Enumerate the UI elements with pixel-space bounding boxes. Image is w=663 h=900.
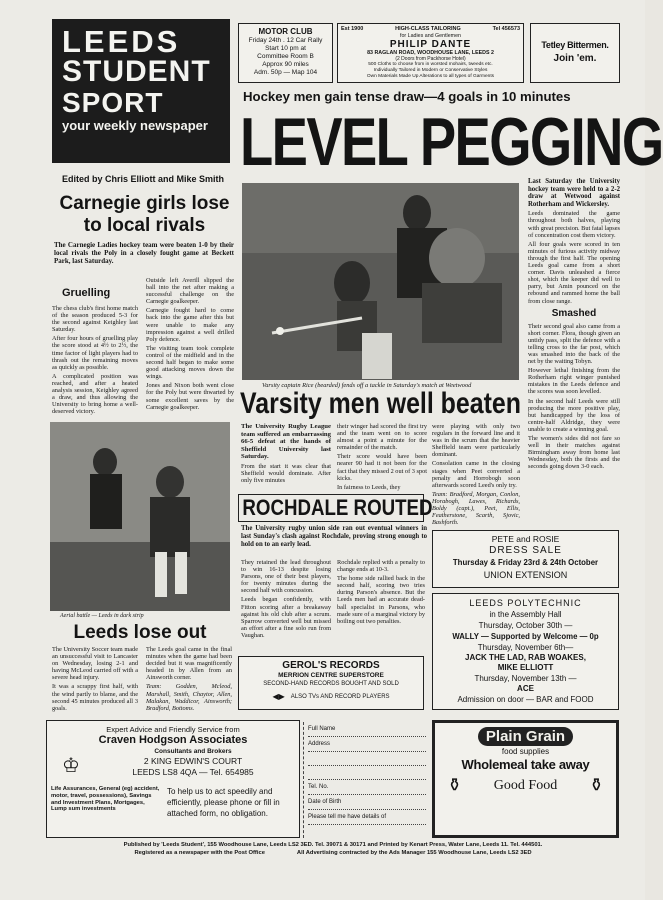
hockey-intro: Last Saturday the University hockey team were held to a 2-2 draw at Wetwood against Rotherham and Wickersley. [528, 178, 620, 208]
hockey-photo [242, 183, 519, 380]
insurance-ad [46, 720, 300, 838]
rochdale-box [238, 494, 433, 522]
hockey-photo-art [242, 183, 519, 380]
soccer-headline: Leeds lose out [73, 622, 207, 643]
varsity-paragraph: From the start it was clear that Sheffield would dominate. After only five minutes [241, 462, 331, 485]
masthead-student: STUDENT [62, 55, 211, 88]
carnegie-paragraph: After four hours of gruelling play the score stood at 4½ to 2½, the time factor of light players had to thrash out the remaining moves as quickly as possible. [52, 335, 138, 371]
poly-line: LEEDS POLYTECHNIC [469, 598, 582, 608]
tailor-est: Est 1900 [341, 26, 364, 32]
records-ad [238, 656, 424, 710]
dress-sale-line: Thursday & Friday 23rd & 24th October [452, 558, 599, 567]
tailor-note: (2 Doors from Packhorse Hotel) [395, 56, 466, 63]
insurance-address: LEEDS LS8 4QA — Tel. 654985 [132, 767, 254, 777]
hockey-paragraph: All four goals were scored in ten minutes of furious activity midway through the first half. The opening Leeds goal came from a short corner. Davis unleashed a fierce shot, which the keeper did well to parry, but Amin pounced on the rebound and rammed home the ball from close range. [528, 240, 620, 305]
tetley-line: Join 'em. [553, 53, 597, 64]
form-label: Tel. No. [308, 784, 329, 790]
tailor-sub: for Ladies and Gentlemen [400, 33, 461, 39]
carnegie-intro: The Carnegie Ladies hockey team were beaten 1-0 by their local rivals the Poly in a closely fought game at Beckett Park, last Saturday. [54, 241, 234, 266]
soccer-paragraph: It was a scrappy first half, with the wind partly to blame, and the second 45 minutes produced all 3 goals. [52, 683, 138, 712]
plaingrain-ad [432, 720, 619, 838]
poly-line: ACE [517, 684, 534, 693]
varsity-paragraph: their winger had scored the first try and the team went on to score almost a point a minute for the remainder of the match. [337, 423, 427, 452]
motor-club-line: Approx 90 miles [262, 61, 309, 68]
varsity-headline [240, 386, 522, 422]
motor-club-line: Adm. 50p — Map 104 [253, 69, 318, 76]
motor-club-line: Committee Room B [257, 53, 314, 60]
footer-line: Published by 'Leeds Student', 155 Woodhouse Lane, Leeds LS2 3ED. Tel. 39071 & 30171 and Printed by Kenart Press, Water Lane, Leeds 11. Tel. 444501. [123, 842, 543, 848]
tetley-line: Tetley Bittermen. [541, 40, 609, 50]
hockey-paragraph: In the second half Leeds were still producing the more positive play, but handicapped by the loss of centre-half Aldridge, they were unable to create a winning goal. [528, 397, 620, 433]
footer-line: Registered as a newspaper with the Post Office All Advertising contracted by the Ads Manager 155 Woodhouse Lane, Leeds LS2 3ED [134, 849, 532, 856]
main-headline [240, 104, 663, 180]
poly-line: JACK THE LAD, RAB WOAKES, [465, 653, 586, 662]
records-line: MERRION CENTRE SUPERSTORE [278, 672, 384, 679]
hockey-paragraph: The women's sides did not fare so well in their matches against Birmingham away from home last Wednesday, both the firsts and the seconds going down 3-0 each. [528, 435, 620, 471]
insurance-form [303, 722, 426, 838]
hockey-caption: Varsity captain Rice (bearded) fends off a tackle in Saturday's match at Weetwood [262, 382, 472, 389]
rochdale-paragraph: They retained the lead throughout to win 16-13 despite losing Parsons, one of their best players, for twenty minutes during the second half with concussion. [241, 559, 331, 595]
plaingrain-takeaway: Wholemeal take away [461, 757, 590, 772]
plaingrain-logo: Plain Grain [478, 727, 573, 746]
records-title: GEROL'S RECORDS [282, 660, 380, 671]
records-line: ALSO TVs AND RECORD PLAYERS [290, 693, 390, 700]
rochdale-intro: The University rugby union side ran out eventual winners in last Sunday's clash against Rochdale, proving strong enough to hold on to an early lead. [241, 525, 427, 548]
masthead [52, 19, 230, 163]
polytechnic-ad [432, 593, 619, 710]
hockey-paragraph: Leeds dominated the game throughout both halves, playing with great precision. But fatal lapses of concentration cost them victory. [528, 210, 620, 239]
hockey-subhead: Smashed [551, 307, 597, 319]
poly-line: Thursday, November 6th— [477, 643, 574, 652]
carnegie-paragraph: Jones and Nixon both went close for the Poly but were thwarted by some excellent saves by the Carnegie goalkeeper. [146, 382, 234, 411]
dress-sale-ad [432, 530, 619, 588]
soccer-photo [50, 422, 230, 611]
soccer-paragraph: The University Soccer team made an unsuccessful visit to Lancaster on Wednesday, losing 2-1 and having McLeod carried off with a severe head injury. [52, 646, 138, 682]
rochdale-paragraph: Rochdale replied with a penalty to change ends at 10-3. [337, 559, 425, 574]
varsity-paragraph: Consolation came in the closing stages when Peet converted a penalty and Horrobogh soon afterwards scored Leed's only try. [432, 460, 520, 489]
form-field-dob[interactable] [308, 795, 426, 810]
varsity-paragraph: In fairness to Leeds, they [337, 483, 401, 491]
carnegie-paragraph: A complicated position was reached, and after a heated analysis session, Keighley agreed a draw, and thus allowing the University to bring home a well-deserved victory. [52, 372, 138, 416]
plaingrain-sub: food supplies [501, 747, 550, 756]
soccer-photo-art [50, 422, 230, 611]
form-label: Please tell me have details of [308, 814, 387, 820]
motor-club-line: Start 10 pm at [265, 45, 306, 52]
rochdale-headline: ROCHDALE ROUTED [242, 495, 433, 520]
masthead-tagline: your weekly newspaper [62, 118, 208, 133]
footer [46, 842, 620, 857]
poly-line: Thursday, November 13th — [474, 674, 577, 683]
masthead-sport: SPORT [62, 87, 164, 118]
varsity-col-1 [241, 423, 331, 486]
poly-line: Thursday, October 30th — [478, 621, 573, 630]
insurance-sub: Consultants and Brokers [154, 748, 232, 755]
carnegie-col-right [146, 277, 234, 413]
form-field-address[interactable] [308, 737, 426, 752]
varsity-intro: The University Rugby League team suffered an embarrassing 66-5 defeat at the hands of Sheffield University last Saturday. [241, 423, 331, 461]
crown-icon: ♔ [62, 754, 80, 777]
food-basket-icon: ⚱ [588, 775, 604, 795]
form-field-address-2[interactable] [308, 752, 426, 766]
soccer-team: Team: Godden, Mcleod, Marshall, Smith, Chaytor, Allen, Malakan, Waddicor, Ainsworth; Bradford, Bottoms. [146, 683, 232, 712]
tailor-line: 500 Cloths to choose from in worsted mohairs, tweeds etc. [368, 62, 493, 68]
carnegie-subhead: Gruelling [62, 287, 111, 299]
varsity-team: Team: Bradford, Morgan, Conlon, Horabogh, Lawes, Richards, Boldy (capt.), Peet, Ellis, Featherstone, Scarth, Sjovic, Bashforth. [432, 490, 520, 527]
form-field-tel[interactable] [308, 780, 426, 795]
soccer-col-left [52, 646, 138, 714]
poly-line: Admission on door — BAR and FOOD [457, 695, 594, 704]
rochdale-col-1 [241, 559, 331, 641]
rochdale-paragraph: The home side rallied back in the second half, scoring two tries during Parson's absence. But the Leeds men had an accurate dead-ball specialist in Parsons, who made sure of a marginal victory by boiling out two penalties. [337, 575, 426, 625]
motor-club-ad [238, 23, 333, 83]
insurance-help: To help us to act speedily and efficiently, please phone or fill in attached form, no obligation. [167, 787, 280, 818]
tailor-name: PHILIP DANTE [389, 39, 472, 50]
tailor-ad [337, 23, 524, 83]
edited-by: Edited by Chris Elliott and Mike Smith [62, 174, 225, 184]
varsity-headline-text: Varsity men well beaten [240, 387, 521, 420]
dress-sale-line: DRESS SALE [489, 545, 562, 556]
dress-sale-line: UNION EXTENSION [483, 570, 568, 580]
tailor-headline: HIGH-CLASS TAILORING [395, 26, 461, 32]
tetley-ad [530, 23, 620, 83]
motor-club-title: MOTOR CLUB [258, 27, 313, 36]
tailor-line: Individually Tailored in Modern or Conservative Styles [373, 68, 488, 74]
records-arrow-icon: ◀▶ [272, 692, 285, 701]
carnegie-paragraph: The chess club's first home match of the season produced 5-3 for the second against Keighley last Saturday. [52, 305, 138, 334]
form-field-details[interactable] [308, 810, 426, 825]
varsity-col-2 [337, 423, 427, 493]
varsity-paragraph: were playing with only two regulars in the forward line and it was in the scrum that the heavier Sheffield team were particularly dominant. [432, 423, 520, 459]
motor-club-line: Friday 24th . 12 Car Rally [248, 37, 323, 44]
tailor-tel: Tel 456573 [492, 26, 520, 32]
soccer-paragraph: The Leeds goal came in the final minutes when the game had been decided but it was magnificently headed in by Allen from an Ainsworth corner. [146, 646, 232, 682]
dress-sale-line: PETE and ROSIE [491, 534, 560, 544]
tailor-line: Own Materials Made Up Alterations to all types of Garments [366, 73, 495, 79]
varsity-col-3 [432, 423, 520, 528]
main-headline-text: LEVEL PEGGING [240, 104, 663, 180]
carnegie-col-left [52, 305, 138, 417]
form-field-name[interactable] [308, 722, 426, 737]
form-field-address-3[interactable] [308, 766, 426, 780]
poly-line: WALLY — Supported by Welcome — 0p [452, 632, 599, 641]
form-label: Full Name [308, 726, 336, 732]
soccer-caption: Aerial battle — Leeds in dark strip [60, 613, 144, 619]
carnegie-paragraph: The visiting team took complete control of the midfield and in the second half began to make some good attacking moves down the wings. [146, 344, 234, 381]
form-label: Address [308, 741, 331, 747]
carnegie-paragraph: Carnegie fought hard to come back into the game after this but were unable to make any impression against a well drilled Poly defence. [146, 307, 234, 343]
tailor-address: 83 RAGLAN ROAD, WOODHOUSE LANE, LEEDS 2 [367, 50, 494, 56]
records-line: SECOND-HAND RECORDS BOUGHT AND SOLD [263, 681, 399, 687]
poly-line: MIKE ELLIOTT [497, 663, 554, 672]
varsity-paragraph: Their score would have been nearer 90 had it not been for the fact that they missed 2 out of 3 spot kicks. [337, 453, 427, 482]
main-kicker: Hockey men gain tense draw—4 goals in 10 minutes [243, 89, 571, 104]
hockey-column [528, 178, 620, 472]
rochdale-paragraph: Leeds began confidently, with Fitton scoring after a breakaway against his old club after a scrum. Sparrow converted well but missed an effort after a fine solo run from Vaughan. [241, 596, 331, 639]
carnegie-headline: Carnegie girls lose to local rivals [59, 193, 230, 236]
hockey-paragraph: However lethal finishing from the Rotherham right winger punished mistakes in the Leeds defence and the scores was soon levelled. [528, 367, 620, 396]
soccer-col-right [146, 646, 232, 714]
carnegie-paragraph: Outside left Averill slipped the ball into the net after making a successful challenge on the Carnegie goalkeeper. [146, 277, 234, 306]
insurance-services: Life Assurances, General (eg) accident, motor, travel, possessions), Savings and Investment Plans, Mortgages, Lump sum investments [51, 786, 160, 813]
masthead-leeds: LEEDS [62, 24, 181, 59]
poly-line: in the Assembly Hall [489, 610, 562, 619]
food-jar-icon: ⚱ [447, 775, 463, 795]
form-label: Date of Birth [308, 799, 342, 805]
plaingrain-goodfood: Good Food [493, 777, 558, 793]
rochdale-col-2 [337, 559, 425, 627]
hockey-paragraph: Their second goal also came from a short corner. Flora, though given an untidy pass, split the defence with a telling cross to the far post, which was smashed into the back of the net by the waiting Tobyn. [528, 322, 620, 366]
insurance-address: 2 KING EDWIN'S COURT [143, 756, 243, 766]
insurance-top: Expert Advice and Friendly Service from [106, 725, 240, 734]
insurance-name: Craven Hodgson Associates [98, 734, 248, 746]
